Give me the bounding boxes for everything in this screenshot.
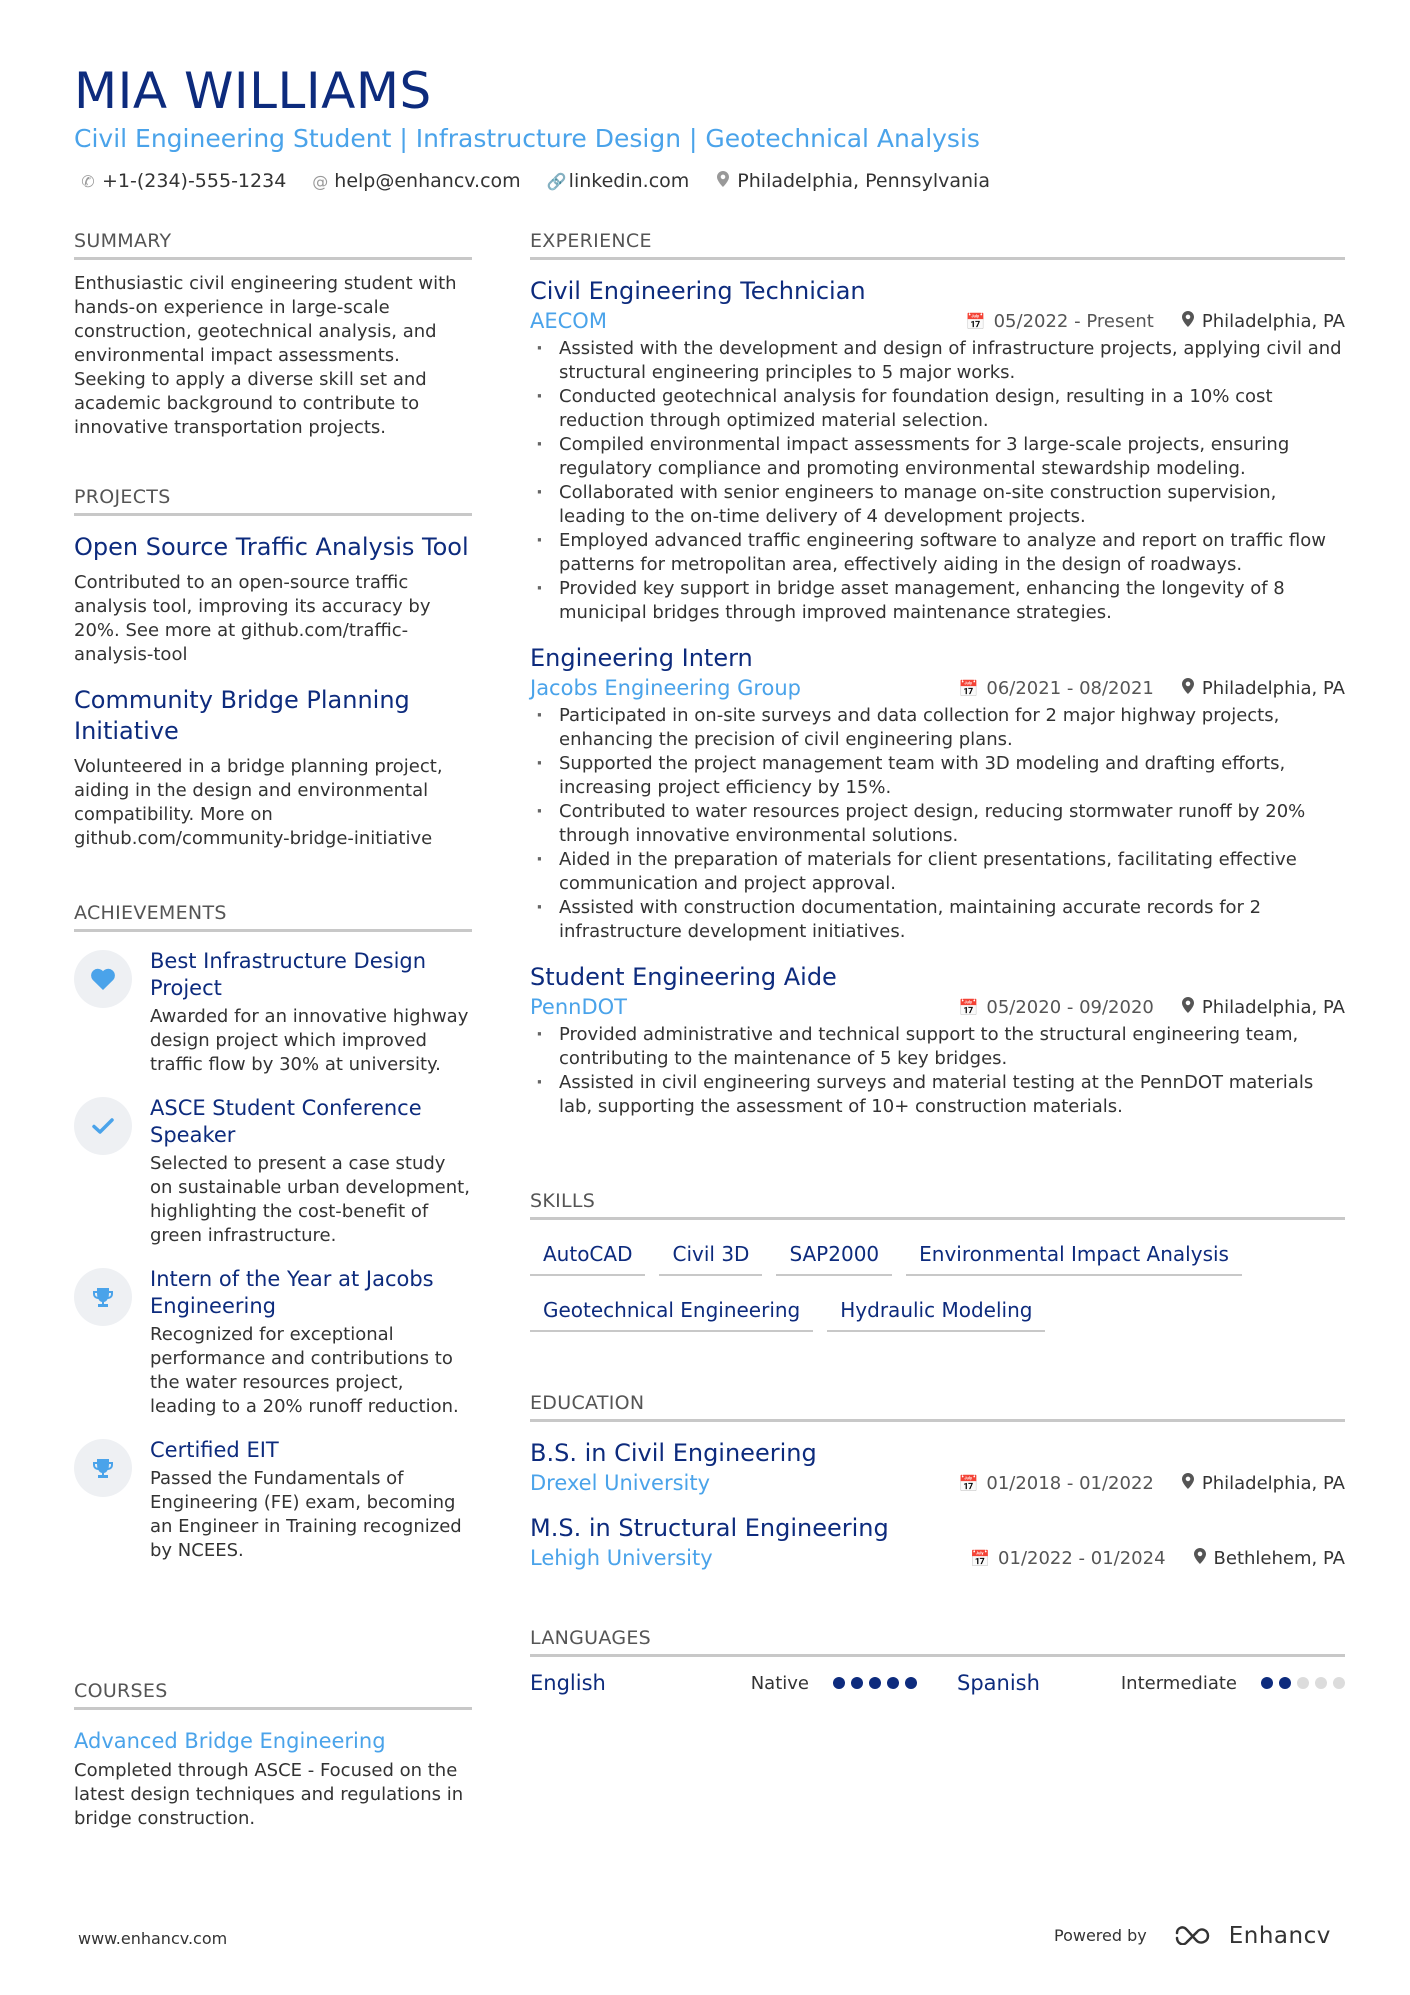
at-icon: @: [312, 171, 329, 191]
education-entry: [530, 1513, 1345, 1570]
education-meta: [958, 1473, 1345, 1494]
section-heading: SUMMARY: [74, 230, 472, 260]
contact-bar: [80, 170, 1016, 192]
achievement-item: [74, 948, 472, 1077]
company-name: AECOM: [530, 309, 607, 333]
courses-section: [74, 1680, 472, 1831]
list-item: · Collaborated with senior engineers to manage on-site construction supervision, leading to the on-time delivery of 4 development projects.: [530, 481, 1345, 529]
job-bullets: [530, 1023, 1345, 1119]
skills-list: [530, 1236, 1345, 1348]
calendar-icon: 📅: [958, 678, 979, 698]
project-item: [74, 685, 472, 851]
job-entry: [530, 962, 1345, 1119]
project-title: Open Source Traffic Analysis Tool: [74, 533, 469, 561]
education-meta-row: [530, 1471, 1345, 1495]
job-dates: 05/2020 - 09/2020: [986, 996, 1154, 1018]
company-name: PennDOT: [530, 995, 627, 1019]
location-icon: [1182, 311, 1194, 331]
skill-tag: Civil 3D: [659, 1236, 762, 1276]
job-title: Engineering Intern: [530, 644, 753, 672]
achievement-item: [74, 1437, 472, 1563]
achievements-section: [74, 902, 472, 1563]
contact-phone[interactable]: ✆ +1-(234)-555-1234: [81, 170, 287, 192]
education-meta: [970, 1548, 1345, 1569]
education-dates: 01/2022 - 01/2024: [998, 1547, 1166, 1569]
school-name: Drexel University: [530, 1471, 711, 1495]
degree-title: M.S. in Structural Engineering: [530, 1514, 889, 1542]
education-entry: [530, 1438, 1345, 1495]
list-item: · Supported the project management team with 3D modeling and drafting efforts, increasing project efficiency by 15%.: [530, 752, 1345, 800]
job-meta-row: [530, 995, 1345, 1019]
summary-text: Enthusiastic civil engineering student with hands-on experience in large-scale construction, geotechnical analysis, and environmental impact assessments. Seeking to apply a diverse skill set and academic background to contribute to innovative transportation projects.: [74, 273, 457, 438]
rating-dot-filled: [1279, 1677, 1291, 1689]
section-heading: LANGUAGES: [530, 1627, 1345, 1657]
education-section: [530, 1392, 1345, 1570]
list-item: · Employed advanced traffic engineering software to analyze and report on traffic flow patterns for metropolitan area, effectively aiding in the design of roadways.: [530, 529, 1345, 577]
projects-section: [74, 486, 472, 851]
skill-tag: SAP2000: [776, 1236, 892, 1276]
language-rating: [1255, 1677, 1345, 1689]
skill-tag: AutoCAD: [530, 1236, 645, 1276]
languages-section: [530, 1627, 1345, 1695]
section-heading: EDUCATION: [530, 1392, 1345, 1422]
list-item: · Provided key support in bridge asset management, enhancing the longevity of 8 municipal bridges through improved maintenance strategies.: [530, 577, 1345, 625]
list-item: · Conducted geotechnical analysis for foundation design, resulting in a 10% cost reduction through optimized material selection.: [530, 385, 1345, 433]
language-item: [530, 1671, 917, 1695]
job-bullets: [530, 337, 1345, 625]
achievement-item: [74, 1266, 472, 1419]
languages-row: [530, 1671, 1345, 1695]
location-icon: [1182, 1473, 1194, 1493]
language-name: Spanish: [957, 1671, 1040, 1695]
rating-dot-filled: [869, 1677, 881, 1689]
location-icon: [715, 171, 731, 191]
education-location: Philadelphia, PA: [1201, 1472, 1345, 1494]
achievement-title: ASCE Student Conference Speaker: [150, 1096, 422, 1147]
project-title: Community Bridge Planning Initiative: [74, 686, 410, 745]
candidate-name: MIA WILLIAMS: [74, 62, 432, 120]
trophy-icon: [74, 1439, 132, 1497]
achievement-description: Selected to present a case study on sustainable urban development, highlighting the cost-benefit of green infrastructure.: [150, 1153, 470, 1246]
rating-dot-filled: [1261, 1677, 1273, 1689]
rating-dot-empty: [1297, 1677, 1309, 1689]
contact-location: Philadelphia, Pennsylvania: [715, 170, 990, 192]
contact-email[interactable]: @ help@enhancv.com: [312, 170, 521, 192]
calendar-icon: 📅: [958, 1473, 979, 1493]
location-icon: [1182, 997, 1194, 1017]
rating-dot-filled: [887, 1677, 899, 1689]
section-heading: EXPERIENCE: [530, 230, 1345, 260]
candidate-title: Civil Engineering Student | Infrastructure Design | Geotechnical Analysis: [74, 124, 980, 153]
check-icon: [74, 1097, 132, 1155]
course-title: Advanced Bridge Engineering: [74, 1729, 386, 1753]
achievement-title: Intern of the Year at Jacobs Engineering: [150, 1267, 434, 1318]
list-item: · Aided in the preparation of materials for client presentations, facilitating effective communication and project approval.: [530, 848, 1345, 896]
skill-tag: Geotechnical Engineering: [530, 1292, 813, 1332]
summary-section: [74, 230, 472, 440]
education-dates: 01/2018 - 01/2022: [986, 1472, 1154, 1494]
list-item: · Assisted with the development and design of infrastructure projects, applying civil and structural engineering principles to 5 major works.: [530, 337, 1345, 385]
language-rating: [827, 1677, 917, 1689]
achievement-description: Awarded for an innovative highway design project which improved traffic flow by 30% at university.: [150, 1006, 469, 1075]
section-heading: SKILLS: [530, 1190, 1345, 1220]
rating-dot-empty: [1333, 1677, 1345, 1689]
footer-website[interactable]: www.enhancv.com: [78, 1929, 228, 1948]
project-item: [74, 532, 472, 667]
contact-linkedin[interactable]: 🔗 linkedin.com: [546, 170, 690, 192]
achievement-description: Passed the Fundamentals of Engineering (FE) exam, becoming an Engineer in Training recognized by NCEES.: [150, 1468, 462, 1561]
job-entry: [530, 643, 1345, 944]
enhancv-logo-icon: [1173, 1919, 1219, 1952]
job-title: Civil Engineering Technician: [530, 277, 866, 305]
job-meta-row: [530, 676, 1345, 700]
education-meta-row: [530, 1546, 1345, 1570]
location-icon: [1182, 678, 1194, 698]
job-entry: [530, 276, 1345, 625]
language-level-label: Intermediate: [1120, 1672, 1237, 1694]
experience-section: [530, 230, 1345, 1119]
heart-icon: [74, 950, 132, 1008]
job-dates: 06/2021 - 08/2021: [986, 677, 1154, 699]
job-dates: 05/2022 - Present: [993, 310, 1154, 332]
section-heading: ACHIEVEMENTS: [74, 902, 472, 932]
achievement-title: Certified EIT: [150, 1438, 279, 1462]
trophy-icon: [74, 1268, 132, 1326]
footer-branding: [1054, 1919, 1331, 1952]
rating-dot-empty: [1315, 1677, 1327, 1689]
education-location: Bethlehem, PA: [1213, 1547, 1345, 1569]
link-icon: 🔗: [546, 171, 567, 191]
language-name: English: [530, 1671, 606, 1695]
project-description: Volunteered in a bridge planning project, aiding in the design and environmental compatibility. More on github.com/community-bridge-initiative: [74, 756, 443, 849]
language-item: [957, 1671, 1345, 1695]
rating-dot-filled: [905, 1677, 917, 1689]
job-bullets: [530, 704, 1345, 944]
calendar-icon: 📅: [965, 311, 986, 331]
list-item: · Assisted in civil engineering surveys and material testing at the PennDOT materials lab, supporting the assessment of 10+ construction materials.: [530, 1071, 1345, 1119]
job-title: Student Engineering Aide: [530, 963, 837, 991]
language-level: [751, 1673, 917, 1694]
job-meta: [958, 678, 1345, 699]
school-name: Lehigh University: [530, 1546, 713, 1570]
list-item: · Provided administrative and technical support to the structural engineering team, contributing to the maintenance of 5 key bridges.: [530, 1023, 1345, 1071]
degree-title: B.S. in Civil Engineering: [530, 1439, 817, 1467]
project-description: Contributed to an open-source traffic analysis tool, improving its accuracy by 20%. See more at github.com/traffic-analysis-tool: [74, 572, 431, 665]
calendar-icon: 📅: [970, 1548, 991, 1568]
location-icon: [1194, 1548, 1206, 1568]
phone-icon: ✆: [81, 171, 95, 191]
rating-dot-filled: [851, 1677, 863, 1689]
skill-tag: Environmental Impact Analysis: [906, 1236, 1242, 1276]
job-location: Philadelphia, PA: [1201, 310, 1345, 332]
achievement-title: Best Infrastructure Design Project: [150, 949, 427, 1000]
company-name: Jacobs Engineering Group: [530, 676, 802, 700]
list-item: · Assisted with construction documentation, maintaining accurate records for 2 infrastructure development initiatives.: [530, 896, 1345, 944]
section-heading: PROJECTS: [74, 486, 472, 516]
course-description: Completed through ASCE - Focused on the latest design techniques and regulations in bridge construction.: [74, 1760, 464, 1829]
course-item: [74, 1728, 472, 1831]
list-item: · Contributed to water resources project design, reducing stormwater runoff by 20% through innovative environmental solutions.: [530, 800, 1345, 848]
skill-tag: Hydraulic Modeling: [827, 1292, 1045, 1332]
rating-dot-filled: [833, 1677, 845, 1689]
job-meta: [958, 997, 1345, 1018]
list-item: · Participated in on-site surveys and data collection for 2 major highway projects, enhancing the precision of civil engineering plans.: [530, 704, 1345, 752]
job-location: Philadelphia, PA: [1201, 996, 1345, 1018]
brand-name: Enhancv: [1228, 1922, 1331, 1949]
list-item: · Compiled environmental impact assessments for 3 large-scale projects, ensuring regulatory compliance and promoting environmental stewardship modeling.: [530, 433, 1345, 481]
achievement-description: Recognized for exceptional performance and contributions to the water resources project, leading to a 20% runoff reduction.: [150, 1324, 459, 1417]
section-heading: COURSES: [74, 1680, 472, 1710]
skills-section: [530, 1190, 1345, 1348]
job-location: Philadelphia, PA: [1201, 677, 1345, 699]
job-meta: [966, 311, 1345, 332]
calendar-icon: 📅: [958, 997, 979, 1017]
powered-by-label: Powered by: [1054, 1926, 1147, 1945]
language-level: [1121, 1673, 1345, 1694]
job-meta-row: [530, 309, 1345, 333]
language-level-label: Native: [750, 1672, 809, 1694]
achievement-item: [74, 1095, 472, 1248]
